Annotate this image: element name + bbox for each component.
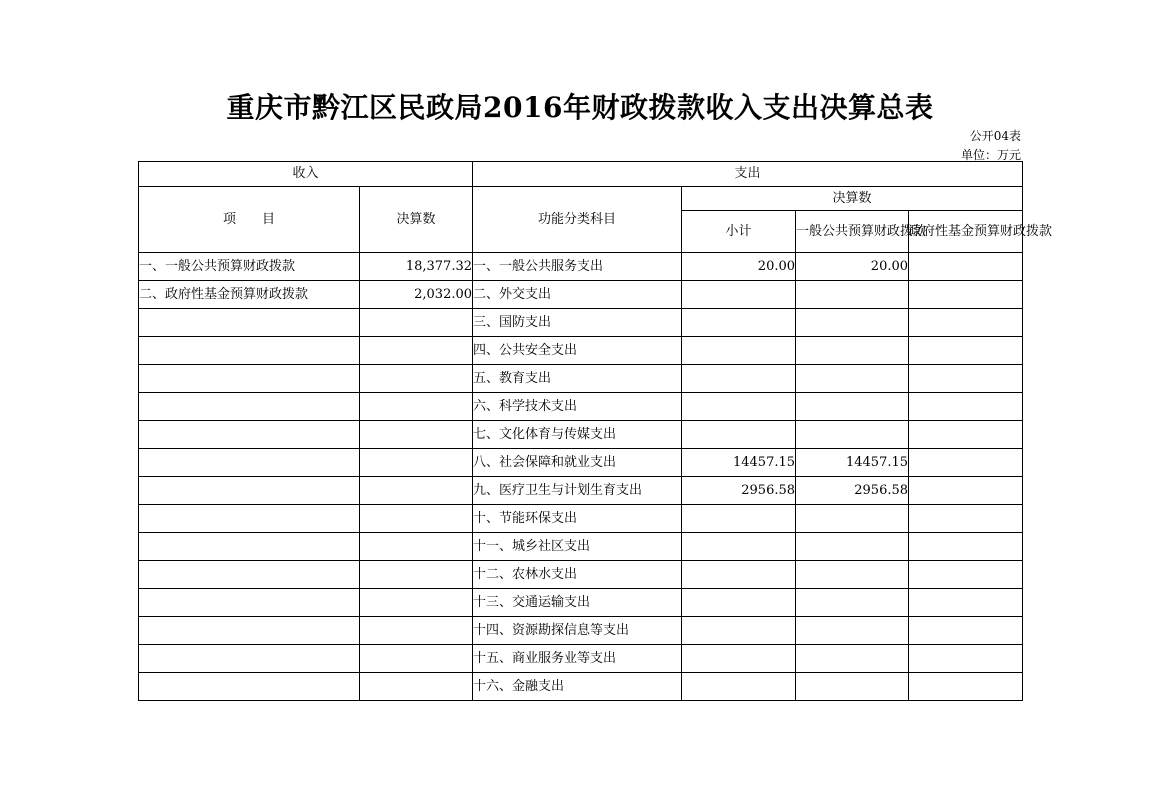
expense-item-label: 十三、交通运输支出 (473, 589, 682, 617)
table-row (139, 421, 1023, 449)
expense-item-label: 十一、城乡社区支出 (473, 533, 682, 561)
table-row (139, 449, 1023, 477)
income-amount (360, 337, 473, 365)
expense-gov-fund (909, 281, 1023, 309)
expense-item-label: 十五、商业服务业等支出 (473, 645, 682, 673)
expense-subtotal (682, 337, 796, 365)
expense-general-budget: 14457.15 (796, 449, 909, 477)
final-accounts-table (138, 161, 1053, 701)
expense-gov-fund (909, 477, 1023, 505)
expense-subtotal (682, 645, 796, 673)
table-row (139, 673, 1023, 701)
income-item-label (139, 309, 360, 337)
expense-subtotal (682, 561, 796, 589)
expense-item-label: 四、公共安全支出 (473, 337, 682, 365)
expense-subtotal: 2956.58 (682, 477, 796, 505)
table-row (139, 561, 1023, 589)
expense-general-budget: 20.00 (796, 253, 909, 281)
income-item-label (139, 645, 360, 673)
income-item-label (139, 449, 360, 477)
expense-header: 支出 (473, 162, 1023, 187)
expense-item-label: 七、文化体育与传媒支出 (473, 421, 682, 449)
expense-general-budget (796, 393, 909, 421)
expense-item-label: 一、一般公共服务支出 (473, 253, 682, 281)
income-amount (360, 617, 473, 645)
expense-general-budget (796, 337, 909, 365)
table-row (139, 589, 1023, 617)
expense-general-budget (796, 589, 909, 617)
table-row (139, 365, 1023, 393)
expense-gov-fund (909, 561, 1023, 589)
table-row (139, 281, 1023, 309)
income-item-label (139, 477, 360, 505)
expense-subtotal: 20.00 (682, 253, 796, 281)
income-item-label: 二、政府性基金预算财政拨款 (139, 281, 360, 309)
income-amount (360, 673, 473, 701)
income-item-label: 一、一般公共预算财政拨款 (139, 253, 360, 281)
expense-general-budget: 2956.58 (796, 477, 909, 505)
expense-item-label: 十六、金融支出 (473, 673, 682, 701)
expense-item-label: 十四、资源勘探信息等支出 (473, 617, 682, 645)
report-title: 重庆市黔江区民政局2016年财政拨款收入支出决算总表 (226, 91, 934, 124)
expense-general-budget (796, 533, 909, 561)
expense-gov-fund (909, 449, 1023, 477)
expense-subtotal (682, 309, 796, 337)
income-amount (360, 449, 473, 477)
unit-label: 单位：万元 (960, 148, 1021, 162)
income-amount (360, 589, 473, 617)
gov-fund-header: 政府性基金预算财政拨款 (909, 211, 1023, 253)
header-row-columns (139, 187, 1023, 211)
expense-item-label: 九、医疗卫生与计划生育支出 (473, 477, 682, 505)
expense-item-label: 三、国防支出 (473, 309, 682, 337)
expense-item-label: 十、节能环保支出 (473, 505, 682, 533)
expense-subtotal (682, 365, 796, 393)
expense-subtotal (682, 673, 796, 701)
expense-subtotal (682, 505, 796, 533)
general-budget-header: 一般公共预算财政拨款 (796, 211, 909, 253)
expense-gov-fund (909, 253, 1023, 281)
expense-general-budget (796, 561, 909, 589)
table-row (139, 253, 1023, 281)
income-amount (360, 365, 473, 393)
expense-general-budget (796, 281, 909, 309)
expense-gov-fund (909, 645, 1023, 673)
expense-subtotal (682, 421, 796, 449)
income-item-label (139, 589, 360, 617)
income-amount: 2,032.00 (360, 281, 473, 309)
subtotal-header: 小计 (682, 211, 796, 253)
income-item-label (139, 393, 360, 421)
income-item-label (139, 365, 360, 393)
expense-subtotal (682, 617, 796, 645)
expense-general-budget (796, 505, 909, 533)
expense-item-label: 二、外交支出 (473, 281, 682, 309)
expense-item-label: 六、科学技术支出 (473, 393, 682, 421)
expense-item-label: 八、社会保障和就业支出 (473, 449, 682, 477)
expense-gov-fund (909, 421, 1023, 449)
table-row (139, 617, 1023, 645)
expense-gov-fund (909, 309, 1023, 337)
form-code: 公开04表 (969, 129, 1021, 143)
income-header: 收入 (139, 162, 473, 187)
table-row (139, 337, 1023, 365)
expense-gov-fund (909, 589, 1023, 617)
expense-general-budget (796, 617, 909, 645)
income-amount (360, 561, 473, 589)
expense-general-budget (796, 421, 909, 449)
income-item-label (139, 561, 360, 589)
expense-general-budget (796, 309, 909, 337)
income-amount: 18,377.32 (360, 253, 473, 281)
income-amount (360, 309, 473, 337)
income-amount (360, 393, 473, 421)
table-row (139, 505, 1023, 533)
expense-subtotal (682, 281, 796, 309)
expense-general-budget (796, 365, 909, 393)
income-amount (360, 421, 473, 449)
table-row (139, 645, 1023, 673)
expense-general-budget (796, 673, 909, 701)
expense-gov-fund (909, 365, 1023, 393)
expense-item-label: 十二、农林水支出 (473, 561, 682, 589)
income-item-label (139, 617, 360, 645)
table-row (139, 533, 1023, 561)
expense-subtotal (682, 589, 796, 617)
income-item-label (139, 337, 360, 365)
income-amount (360, 505, 473, 533)
table-row (139, 393, 1023, 421)
income-amount (360, 533, 473, 561)
expense-gov-fund (909, 673, 1023, 701)
expense-gov-fund (909, 393, 1023, 421)
table-row (139, 309, 1023, 337)
table-row (139, 477, 1023, 505)
expense-general-budget (796, 645, 909, 673)
income-item-label (139, 673, 360, 701)
income-amount (360, 645, 473, 673)
expense-subtotal: 14457.15 (682, 449, 796, 477)
header-row-sections (139, 162, 1023, 187)
final-amount-group-header: 决算数 (682, 187, 1023, 211)
income-item-label (139, 533, 360, 561)
income-amount (360, 477, 473, 505)
expense-gov-fund (909, 337, 1023, 365)
item-header: 项 目 (139, 187, 360, 253)
expense-gov-fund (909, 505, 1023, 533)
expense-gov-fund (909, 617, 1023, 645)
expense-subtotal (682, 533, 796, 561)
expense-gov-fund (909, 533, 1023, 561)
income-amount-header: 决算数 (360, 187, 473, 253)
income-item-label (139, 421, 360, 449)
expense-subtotal (682, 393, 796, 421)
func-category-header: 功能分类科目 (473, 187, 682, 253)
income-item-label (139, 505, 360, 533)
expense-item-label: 五、教育支出 (473, 365, 682, 393)
